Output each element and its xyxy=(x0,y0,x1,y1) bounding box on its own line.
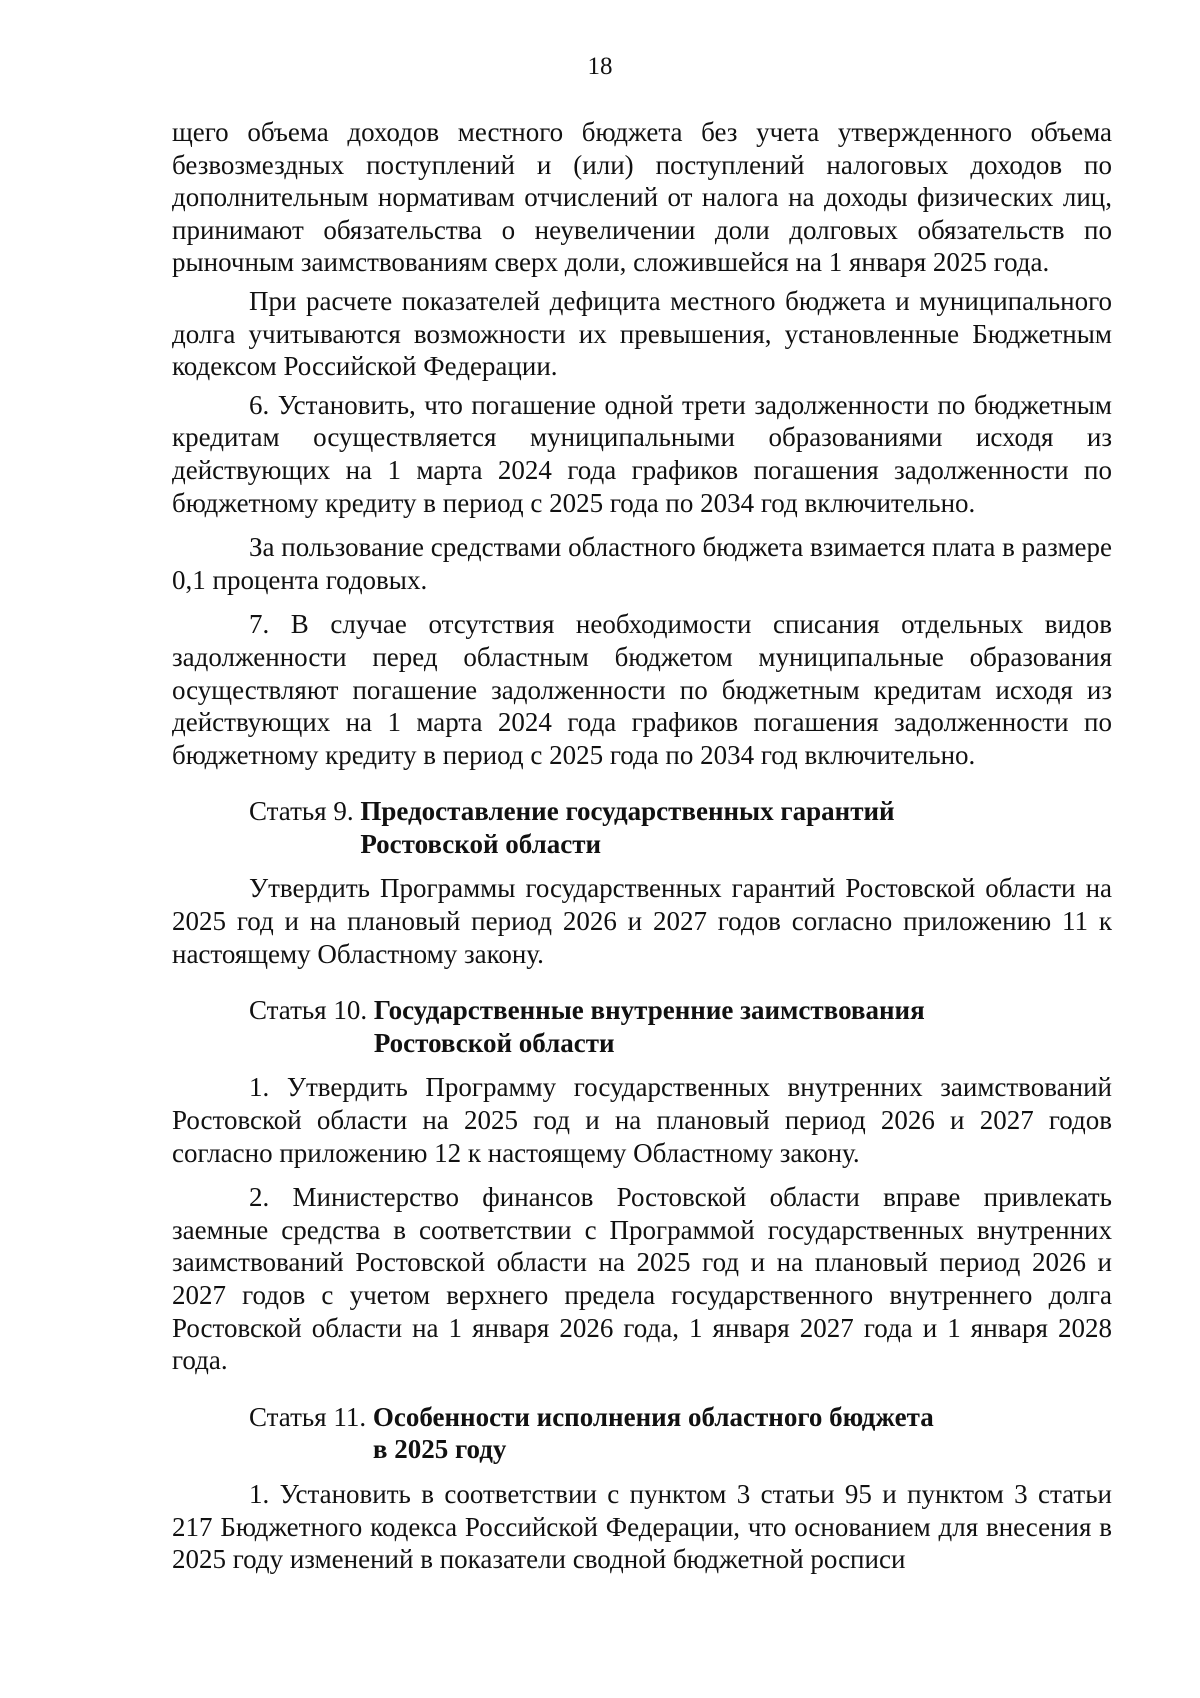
paragraph-item-6: 6. Установить, что погашение одной трети задолженности по бюджетным кредитам осуществляется муниципальными образованиями исходя из действующих на 1 марта 2024 года графиков погашения задолженности по бюджетному кредиту в период с 2025 года по 2034 год включительно. xyxy=(172,389,1112,518)
article-11-label: Статья 11. xyxy=(249,1401,373,1432)
article-10-title-line1: Государственные внутренние заимствования xyxy=(373,995,925,1026)
article-9-label: Статья 9. xyxy=(249,796,361,827)
article-10-title-line2: Ростовской области xyxy=(373,1027,615,1058)
article-11-title-line2: в 2025 году xyxy=(372,1434,507,1465)
paragraph-deficit: При расчете показателей дефицита местного бюджета и муниципального долга учитываются возможности их превышения, установленные Бюджетным кодексом Российской Федерации. xyxy=(172,285,1112,382)
article-11-title xyxy=(373,1401,934,1466)
article-10-paragraph-2: 2. Министерство финансов Ростовской области вправе привлекать заемные средства в соответствии с Программой государственных внутренних заимствований Ростовской области на 2025 год и на плановый период 2026 и 2027 годов с учетом верхнего предела государственного внутреннего долга Ростовской области на 1 января 2026 года, 1 января 2027 года и 1 января 2028 года. xyxy=(172,1182,1112,1376)
article-10-label: Статья 10. xyxy=(249,995,374,1026)
page-number: 18 xyxy=(587,53,613,80)
paragraph-continuation: щего объема доходов местного бюджета без учета утвержденного объема безвозмездных поступлений и (или) поступлений налоговых доходов по дополнительным нормативам отчислений от налога на доходы физических лиц, принимают обязательства о неувеличении доли долговых обязательств по рыночным заимствованиям сверх доли, сложившейся на 1 января 2025 года. xyxy=(172,117,1112,278)
article-11-title-line1: Особенности исполнения областного бюджета xyxy=(372,1401,934,1432)
article-9-heading xyxy=(249,795,1112,860)
paragraph-fee: За пользование средствами областного бюджета взимается плата в размере 0,1 процента годовых. xyxy=(172,532,1112,595)
article-9-title xyxy=(360,795,894,860)
paragraph-item-7: 7. В случае отсутствия необходимости списания отдельных видов задолженности перед областным бюджетом муниципальные образования осуществляют погашение задолженности по бюджетным кредитам исходя из действующих на 1 марта 2024 года графиков погашения задолженности по бюджетному кредиту в период с 2025 года по 2034 год включительно. xyxy=(172,609,1112,770)
article-10-title xyxy=(374,994,925,1059)
article-10-heading xyxy=(249,994,1112,1059)
article-9-title-line1: Предоставление государственных гарантий xyxy=(360,796,895,827)
article-9-title-line2: Ростовской области xyxy=(360,828,602,859)
document-body xyxy=(172,116,1112,1576)
article-9-paragraph: Утвердить Программы государственных гарантий Ростовской области на 2025 год и на плановый период 2026 и 2027 годов согласно приложению 11 к настоящему Областному закону. xyxy=(172,873,1112,969)
article-10-paragraph-1: 1. Утвердить Программу государственных внутренних заимствований Ростовской области на 2025 год и на плановый период 2026 и 2027 годов согласно приложению 12 к настоящему Областному закону. xyxy=(172,1072,1112,1168)
article-11-heading xyxy=(249,1401,1112,1466)
article-11-paragraph-1: 1. Установить в соответствии с пунктом 3 статьи 95 и пунктом 3 статьи 217 Бюджетного кодекса Российской Федерации, что основанием для внесения в 2025 году изменений в показатели сводной бюджетной росписи xyxy=(172,1478,1112,1575)
